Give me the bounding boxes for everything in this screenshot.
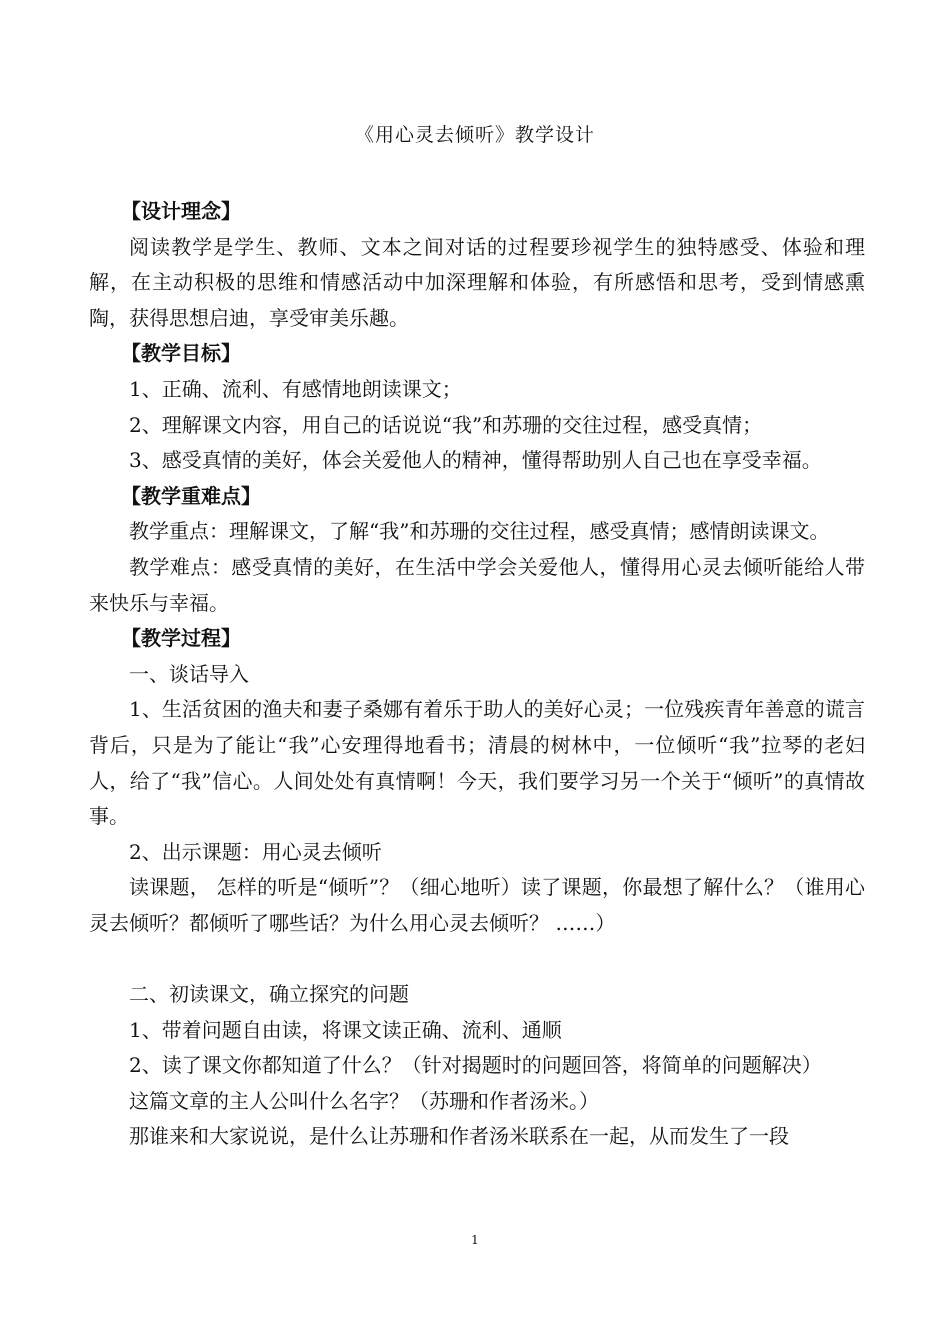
section-heading-key-points: 【教学重难点】	[121, 483, 261, 508]
page-number: 1	[471, 1233, 479, 1247]
goal-item-2: 2、理解课文内容，用自己的话说说“我”和苏珊的交往过程，感受真情；	[129, 412, 763, 437]
process-part1-title: 一、谈话导入	[129, 661, 249, 686]
section-heading-process: 【教学过程】	[121, 626, 241, 651]
process-paragraph-1: 1、生活贫困的渔夫和妻子桑娜有着乐于助人的美好心灵；一位残疾青年善意的谎言背后，只是为了能让“我”心安理得地看书；清晨的树林中，一位倾听“我”拉琴的老妇人，给了“我”信心。人间处处有真情啊！今天，我们要学习另一个关于“倾听”的真情故事。	[89, 697, 865, 829]
document-title: 《用心灵去倾听》教学设计	[354, 124, 595, 146]
section-heading-concept: 【设计理念】	[121, 199, 241, 223]
process-paragraph-7: 那谁来和大家说说，是什么让苏珊和作者汤米联系在一起，从而发生了一段	[129, 1124, 789, 1149]
difficult-point-paragraph: 教学难点：感受真情的美好，在生活中学会关爱他人，懂得用心灵去倾听能给人带来快乐与幸福。	[89, 554, 865, 615]
process-paragraph-2: 2、出示课题：用心灵去倾听	[129, 839, 382, 864]
goal-item-1: 1、正确、流利、有感情地朗读课文；	[129, 376, 462, 401]
process-paragraph-3: 读课题， 怎样的听是“倾听”？（细心地听）读了课题，你最想了解什么？（谁用心灵去倾听？都倾听了哪些话？为什么用心灵去倾听？ ……）	[89, 875, 865, 935]
process-part2-title: 二、初读课文，确立探究的问题	[129, 982, 409, 1007]
concept-paragraph: 阅读教学是学生、教师、文本之间对话的过程要珍视学生的独特感受、体验和理解，在主动积极的思维和情感活动中加深理解和体验，有所感悟和思考，受到情感熏陶，获得思想启迪，享受审美乐趣。	[89, 234, 865, 330]
section-heading-goals: 【教学目标】	[121, 341, 241, 366]
key-point-paragraph: 教学重点：理解课文，了解“我”和苏珊的交往过程，感受真情；感情朗读课文。	[129, 519, 830, 544]
goal-item-3: 3、感受真情的美好，体会关爱他人的精神，懂得帮助别人自己也在享受幸福。	[129, 448, 822, 473]
process-paragraph-4: 1、带着问题自由读，将课文读正确、流利、通顺	[129, 1017, 562, 1042]
document-body	[89, 194, 865, 1155]
process-paragraph-5: 2、读了课文你都知道了什么？（针对揭题时的问题回答，将简单的问题解决）	[129, 1053, 822, 1078]
process-paragraph-6: 这篇文章的主人公叫什么名字？（苏珊和作者汤米。）	[129, 1088, 599, 1113]
blank-line	[89, 941, 865, 977]
